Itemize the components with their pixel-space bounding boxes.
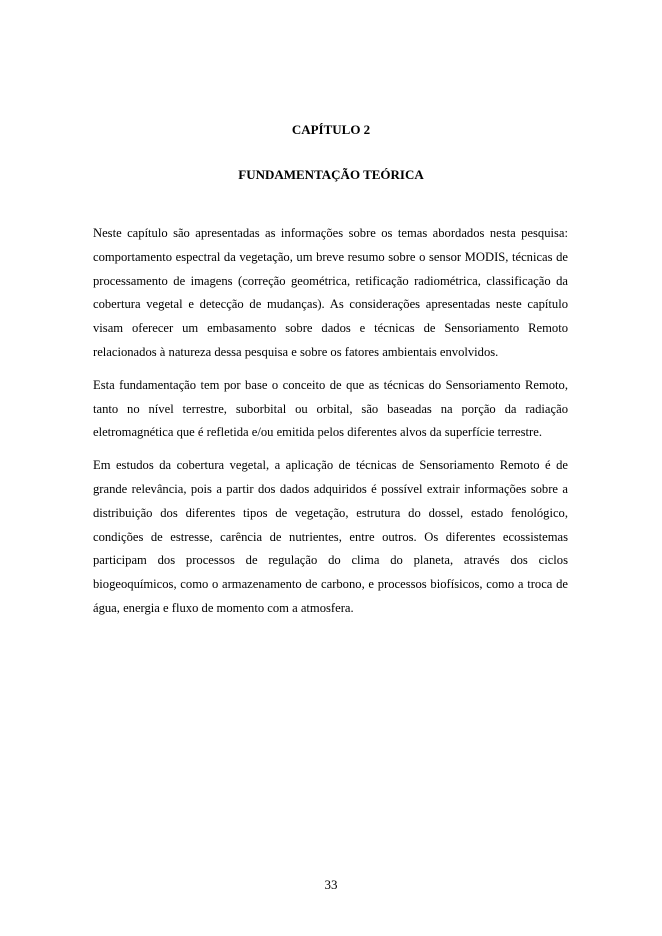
paragraph-1: Neste capítulo são apresentadas as informações sobre os temas abordados nesta pesquisa: comportamento espectral da vegetação, um breve resumo sobre o sensor MODIS, técnicas de processamento de imagens (correção geométrica, retificação radiométrica, classificação da cobertura vegetal e detecção de mudanças). As considerações apresentadas neste capítulo visam oferecer um embasamento sobre dados e técnicas de Sensoriamento Remoto relacionados à natureza dessa pesquisa e sobre os fatores ambientais envolvidos. xyxy=(93,226,568,359)
body-text xyxy=(93,222,568,630)
page-number: 33 xyxy=(324,877,338,892)
chapter-number: CAPÍTULO 2 xyxy=(291,122,371,137)
paragraph-3: Em estudos da cobertura vegetal, a aplicação de técnicas de Sensoriamento Remoto é de grande relevância, pois a partir dos dados adquiridos é possível extrair informações sobre a distribuição dos diferentes tipos de vegetação, estrutura do dossel, estado fenológico, condições de estresse, carência de nutrientes, entre outros. Os diferentes ecossistemas participam dos processos de regulação do clima do planeta, através dos ciclos biogeoquímicos, como o armazenamento de carbono, e processos biofísicos, como a troca de água, energia e fluxo de momento com a atmosfera. xyxy=(93,458,568,615)
chapter-title: FUNDAMENTAÇÃO TEÓRICA xyxy=(238,167,424,182)
paragraph-2: Esta fundamentação tem por base o conceito de que as técnicas do Sensoriamento Remoto, tanto no nível terrestre, suborbital ou orbital, são baseadas na porção da radiação eletromagnética que é refletida e/ou emitida pelos diferentes alvos da superfície terrestre. xyxy=(93,377,568,440)
